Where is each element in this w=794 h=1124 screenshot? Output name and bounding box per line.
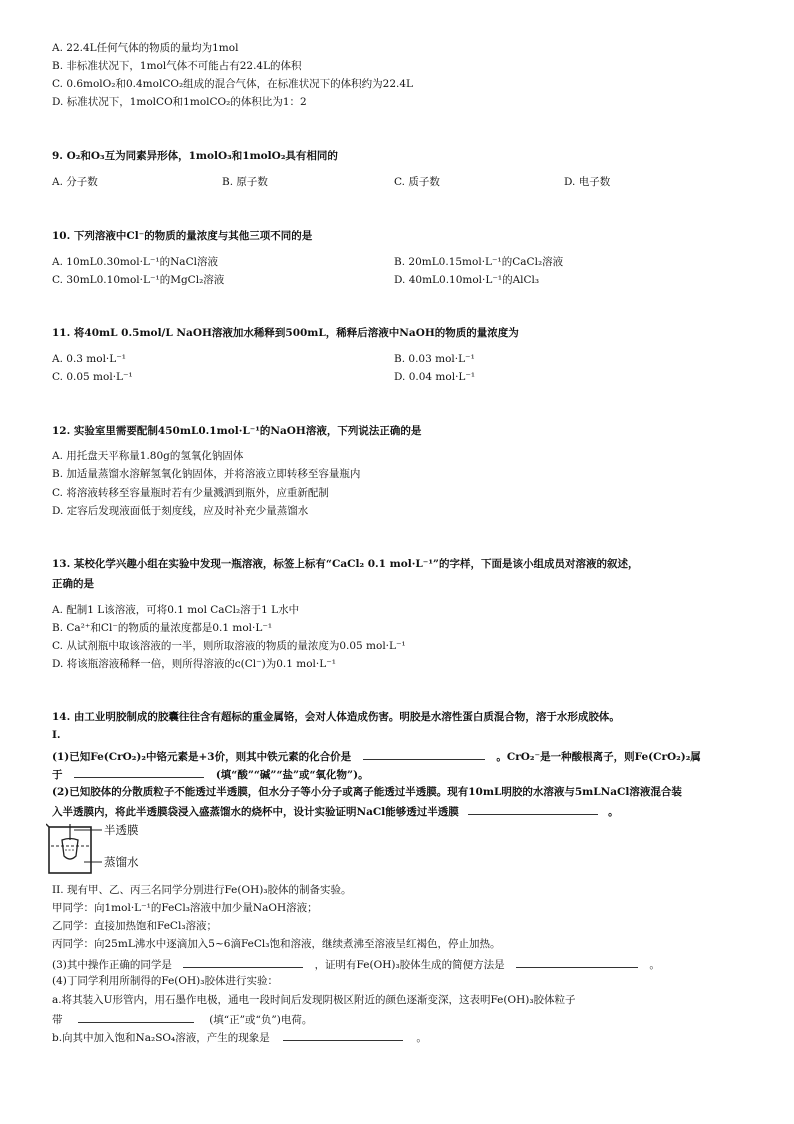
q13-option-a: A. 配制1 L该溶液，可将0.1 mol CaCl₂溶于1 L水中 [52,604,300,616]
q11-stem: 11. 将40mL 0.5mol/L NaOH溶液加水稀释到500mL，稀释后溶液中NaOH的物质的量浓度为 [52,327,519,339]
q10-option-d: D. 40mL0.10mol·L⁻¹的AlCl₃ [394,274,540,286]
q14-p1-line1 [52,748,701,764]
q14-answer-blank-2[interactable] [74,766,204,778]
beaker-diagram [46,822,156,881]
q14-answer-blank-4[interactable] [183,956,303,968]
q14-p4-line: (4)丁同学利用所制得的Fe(OH)₃胶体进行实验： [52,975,278,987]
beaker-lip [46,824,49,827]
q14-p2-end: 。 [608,806,619,818]
q9-option-b: B. 原子数 [222,176,268,188]
q14-p1-text-b: 。CrO₂⁻是一种酸根离子，则Fe(CrO₂)₂属 [496,751,701,763]
q14-p4a-text-2: 带 [52,1014,63,1026]
q11-option-c: C. 0.05 mol·L⁻¹ [52,371,133,383]
q14-p1-line2 [52,766,369,782]
q14-part1-label: I. [52,729,61,741]
q14-part2-intro: II. 现有甲、乙、丙三名同学分别进行Fe(OH)₃胶体的制备实验。 [52,884,352,896]
q14-p3-end: 。 [649,959,660,971]
q11-option-b: B. 0.03 mol·L⁻¹ [394,353,475,365]
q14-p1-text-d: (填“酸”“碱”“盐”或“氧化物”)。 [215,769,369,781]
label-distilled-water: 蒸馏水 [104,855,139,869]
q14-answer-blank-1[interactable] [363,748,485,760]
q8-option-c: C. 0.6molO₂和0.4molCO₂组成的混合气体，在标准状况下的体积约为22.4L [52,78,414,90]
q14-answer-blank-5[interactable] [516,956,638,968]
q13-stem-line2: 正确的是 [52,578,94,590]
q14-p3-line [52,956,660,972]
q14-p2-line2 [52,803,619,819]
q9-option-d: D. 电子数 [564,176,611,188]
q9-stem: 9. O₂和O₃互为同素异形体，1molO₃和1molO₂具有相同的 [52,150,338,162]
q14-student-yi: 乙同学：直接加热饱和FeCl₃溶液； [52,920,218,932]
q14-p2-line1: (2)已知胶体的分散质粒子不能透过半透膜，但水分子等小分子或离子能透过半透膜。现有10mL明胶的水溶液与5mLNaCl溶液混合装 [52,786,682,798]
q14-answer-blank-3[interactable] [468,803,598,815]
q13-option-b: B. Ca²⁺和Cl⁻的物质的量浓度都是0.1 mol·L⁻¹ [52,622,273,634]
q14-answer-blank-6[interactable] [78,1011,194,1023]
q14-p4b-text: b.向其中加入饱和Na₂SO₄溶液，产生的现象是 [52,1032,270,1044]
q12-option-a: A. 用托盘天平称量1.80g的氢氧化钠固体 [52,450,244,462]
q12-option-c: C. 将溶液转移至容量瓶时若有少量溅洒到瓶外，应重新配制 [52,487,329,499]
q10-option-c: C. 30mL0.10mol·L⁻¹的MgCl₂溶液 [52,274,225,286]
q12-option-d: D. 定容后发现液面低于刻度线，应及时补充少量蒸馏水 [52,505,309,517]
q12-option-b: B. 加适量蒸馏水溶解氢氧化钠固体，并将溶液立即转移至容量瓶内 [52,468,361,480]
q12-stem: 12. 实验室里需要配制450mL0.1mol·L⁻¹的NaOH溶液，下列说法正确的是 [52,425,422,437]
q14-p4b-end: 。 [416,1032,427,1044]
q14-p4a-line2 [52,1011,312,1027]
q8-option-a: A. 22.4L任何气体的物质的量均为1mol [52,42,239,54]
q8-option-d: D. 标准状况下，1molCO和1molCO₂的体积比为1：2 [52,96,307,108]
q14-p4a-text-3: (填“正”或“负”)电荷。 [209,1014,313,1026]
q11-option-a: A. 0.3 mol·L⁻¹ [52,353,126,365]
q14-p1-text-a: (1)已知Fe(CrO₂)₂中铬元素是+3价，则其中铁元素的化合价是 [52,751,352,763]
q9-option-c: C. 质子数 [394,176,440,188]
q13-option-c: C. 从试剂瓶中取该溶液的一半，则所取溶液的物质的量浓度为0.05 mol·L⁻¹ [52,640,406,652]
q10-option-a: A. 10mL0.30mol·L⁻¹的NaCl溶液 [52,256,218,268]
q14-stem: 14. 由工业明胶制成的胶囊往往含有超标的重金属铬，会对人体造成伤害。明胶是水溶性蛋白质混合物，溶于水形成胶体。 [52,711,620,723]
q13-stem-line1: 13. 某校化学兴趣小组在实验中发现一瓶溶液，标签上标有“CaCl₂ 0.1 mol·L⁻¹”的字样，下面是该小组成员对溶液的叙述， [52,558,639,570]
q13-option-d: D. 将该瓶溶液稀释一倍，则所得溶液的c(Cl⁻)为0.1 mol·L⁻¹ [52,658,336,670]
q14-p3-text-a: (3)其中操作正确的同学是 [52,959,172,971]
q14-answer-blank-7[interactable] [283,1029,403,1041]
q14-p3-text-b: ，证明有Fe(OH)₃胶体生成的简便方法是 [314,959,505,971]
q14-p4b-line [52,1029,427,1045]
q9-option-a: A. 分子数 [52,176,98,188]
q10-option-b: B. 20mL0.15mol·L⁻¹的CaCl₂溶液 [394,256,564,268]
q8-option-b: B. 非标准状况下，1mol气体不可能占有22.4L的体积 [52,60,302,72]
q14-student-jia: 甲同学：向1mol·L⁻¹的FeCl₃溶液中加少量NaOH溶液； [52,902,318,914]
q14-p2-text-b: 入半透膜内，将此半透膜袋浸入盛蒸馏水的烧杯中，设计实验证明NaCl能够透过半透膜 [52,806,459,818]
q11-option-d: D. 0.04 mol·L⁻¹ [394,371,476,383]
q14-p1-text-c: 于 [52,769,63,781]
membrane-bag [62,839,78,860]
label-semipermeable-membrane: 半透膜 [104,823,139,837]
q14-student-bing: 丙同学：向25mL沸水中逐滴加入5~6滴FeCl₃饱和溶液，继续煮沸至溶液呈红褐色，停止加热。 [52,938,501,950]
q10-stem: 10. 下列溶液中Cl⁻的物质的量浓度与其他三项不同的是 [52,230,313,242]
q14-p4a-line1: a.将其装入U形管内，用石墨作电极，通电一段时间后发现阴极区附近的颜色逐渐变深，这表明Fe(OH)₃胶体粒子 [52,994,576,1006]
